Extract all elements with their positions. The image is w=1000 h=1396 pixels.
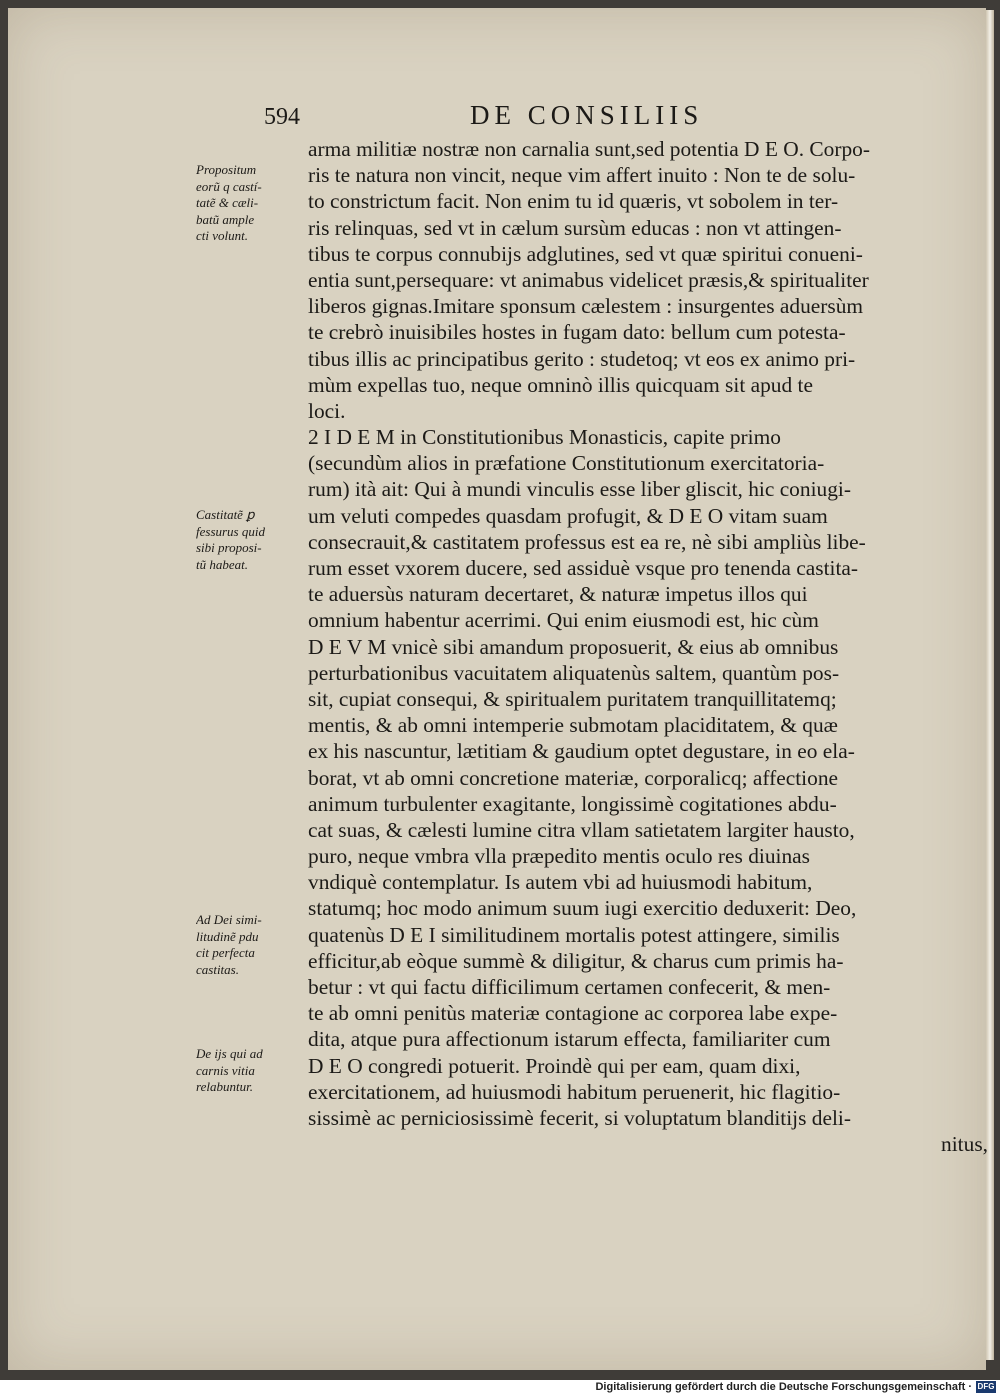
text-line: sit, cupiat consequi, & spiritualem puritatem tranquillitatemq; [308, 686, 837, 711]
text-line: puro, neque vmbra vlla præpedito mentis oculo res diuinas [308, 844, 810, 869]
text-line: borat, vt ab omni concretione materiæ, corporalicq; affectione [308, 765, 839, 790]
marginal-note-1 [196, 162, 314, 245]
text-line: ris te natura non vincit, neque vim affert inuito : Non te de solu- [308, 163, 856, 188]
text-line: mentis, & ab omni intemperie submotam placiditatem, & quæ [308, 713, 838, 738]
catchword: nitus, [941, 1132, 988, 1157]
marginal-line: eorũ q castí- [196, 178, 262, 194]
text-line: arma militiæ nostræ non carnalia sunt,sed potentia D E O. Corpo- [308, 137, 870, 161]
marginal-line: De ijs qui ad [196, 1046, 263, 1061]
text-line: animum turbulenter exagitante, longissimè cogitationes abdu- [308, 791, 837, 816]
marginal-line: batũ ample [196, 211, 255, 227]
text-line: tibus illis ac principatibus gerito : studetoq; vt eos ex animo pri- [308, 346, 856, 371]
body-text [308, 136, 988, 1157]
text-line: te aduersùs naturam decertaret, & naturæ impetus illos qui [308, 582, 808, 607]
text-line: ris relinquas, sed vt in cælum sursùm educas : non vt attingen- [308, 215, 842, 240]
text-line: cat suas, & cælesti lumine citra vllam satietatem largiter hausto, [308, 817, 855, 842]
marginal-line: tatẽ & cæli- [196, 195, 259, 210]
text-line: entia sunt,persequare: vt animabus videlicet præsis,& spiritualiter [308, 267, 869, 292]
text-line: omnium habentur acerrimi. Qui enim eiusmodi est, hic cùm [308, 608, 819, 633]
marginal-line: tũ habeat. [196, 556, 248, 572]
text-line: sissimè ac perniciosissimè fecerit, si voluptatum blanditijs deli- [308, 1105, 851, 1130]
text-line: te crebrò inuisibiles hostes in fugam dato: bellum cum potesta- [308, 320, 846, 345]
marginal-line: fessurus quid [196, 523, 265, 539]
marginal-line: relabuntur. [196, 1079, 253, 1094]
marginal-line: carnis vitia [196, 1062, 255, 1078]
text-line: vndiquè contemplatur. Is autem vbi ad huiusmodi habitum, [308, 870, 813, 895]
text-line: consecrauit,& castitatem professus est ea re, nè sibi ampliùs libe- [308, 529, 866, 554]
text-line: D E O congredi potuerit. Proindè qui per eam, quam dixi, [308, 1053, 801, 1078]
text-line: exercitationem, ad huiusmodi habitum peruenerit, hic flagitio- [308, 1079, 841, 1104]
text-line: tibus te corpus connubijs adglutines, sed vt quæ spiritui conueni- [308, 241, 863, 266]
marginal-line: sibi proposi- [196, 540, 262, 555]
text-line: mùm expellas tuo, neque omninò illis quicquam sit apud te [308, 372, 813, 397]
marginal-note-4 [196, 1046, 314, 1096]
marginal-note-3 [196, 912, 314, 978]
marginal-line: Castitatẽ ꝑ [196, 507, 255, 522]
marginal-line: cti volunt. [196, 228, 248, 243]
text-line: efficitur,ab eòque summè & diligitur, & charus cum primis ha- [308, 948, 844, 973]
text-line: liberos gignas.Imitare sponsum cælestem : insurgentes aduersùm [308, 294, 864, 319]
marginal-line: Propositum [196, 162, 257, 177]
marginal-line: Ad Dei simi- [196, 912, 262, 927]
text-line: um veluti compedes quasdam profugit, & D E O vitam suam [308, 503, 828, 528]
text-line: perturbationibus vacuitatem aliquatenùs saltem, quantùm pos- [308, 660, 840, 685]
text-line: statumq; hoc modo animum suum iugi exercitio deduxerit: Deo, [308, 896, 857, 921]
page-header [258, 100, 818, 136]
text-line: (secundùm alios in præfatione Constitutionum exercitatoria- [308, 451, 825, 476]
text-line: dita, atque pura affectionum istarum effecta, familiariter cum [308, 1027, 831, 1052]
dfg-logo: DFG [977, 1382, 995, 1391]
text-line: to constrictum facit. Non enim tu id quæris, vt sobolem in ter- [308, 189, 839, 214]
running-title: DE CONSILIIS [470, 100, 704, 130]
marginal-line: cit perfecta [196, 945, 255, 960]
text-line: betur : vt qui factu difficilimum certamen confecerit, & men- [308, 975, 831, 999]
text-line: quatenùs D E I similitudinem mortalis potest attingere, similis [308, 922, 840, 947]
text-line: rum esset vxorem ducere, sed assiduè vsque pro tenenda castita- [308, 556, 859, 580]
text-line: te ab omni penitùs materiæ contagione ac corporea labe expe- [308, 1001, 838, 1026]
footer-credit: Digitalisierung gefördert durch die Deutsche Forschungsgemeinschaft · [595, 1381, 972, 1393]
marginal-note-2 [196, 507, 314, 573]
marginal-line: litudinẽ pdu [196, 928, 259, 944]
text-line: ex his nascuntur, lætitiam & gaudium optet degustare, in eo ela- [308, 739, 855, 764]
text-line: D E V M vnicè sibi amandum proposuerit, & eius ab omnibus [308, 634, 839, 659]
text-line: loci. [308, 398, 346, 423]
page-number: 594 [264, 104, 300, 130]
text-line: rum) ità ait: Qui à mundi vinculis esse liber gliscit, hic coniugi- [308, 477, 851, 502]
text-line: 2 I D E M in Constitutionibus Monasticis, capite primo [308, 425, 781, 450]
marginal-line: castitas. [196, 961, 239, 977]
